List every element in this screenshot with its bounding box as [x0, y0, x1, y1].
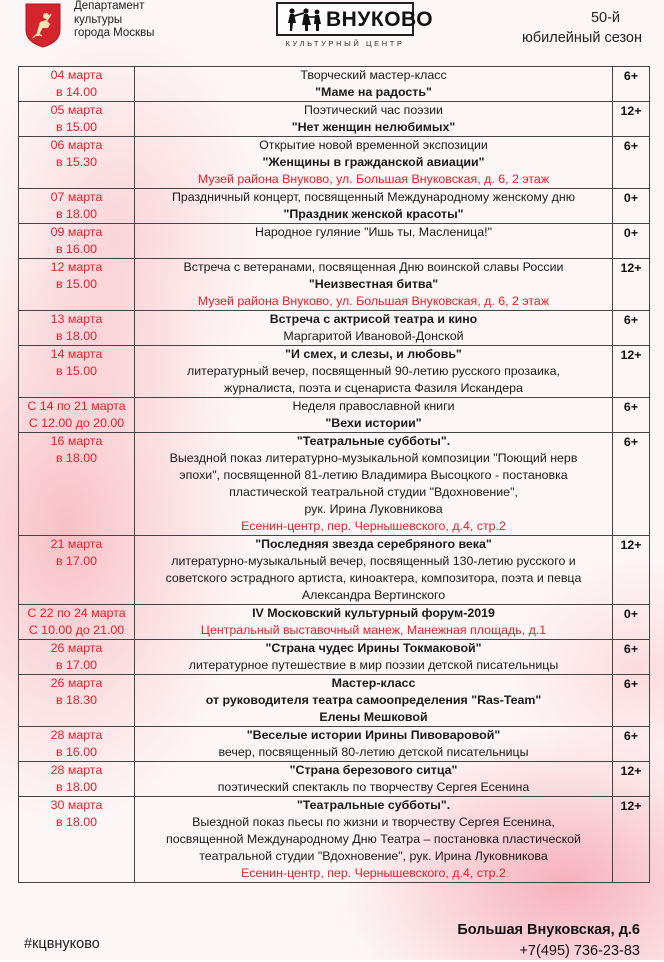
event-time: в 17.00 [55, 554, 98, 568]
event-row [19, 797, 650, 883]
event-date [19, 727, 135, 762]
event-date [19, 346, 135, 398]
event-row [19, 675, 650, 727]
event-text: Праздничный концерт, посвященный Международному женскому дню [171, 190, 576, 204]
event-date [19, 137, 135, 189]
age-rating: 0+ [613, 189, 650, 224]
event-text: театральной студии "Вдохновение", рук. Ирина Луковникова [199, 849, 548, 863]
event-title: "Женщины в гражданской авиации" [262, 155, 485, 169]
age-rating: 6+ [613, 398, 650, 433]
event-time: в 15.30 [55, 155, 98, 169]
hashtag: #кцвнуково [24, 936, 100, 952]
logo-subtitle: КУЛЬТУРНЫЙ ЦЕНТР [285, 39, 405, 48]
event-venue: Есенин-центр, пер. Чернышевского, д.4, стр.2 [241, 866, 506, 880]
event-text: литературное путешествие в мир поэзии детской писательницы [188, 658, 559, 672]
logo-title: ВНУКОВО [326, 8, 434, 31]
age-rating: 6+ [613, 311, 650, 346]
contact-block [457, 920, 640, 962]
event-title: "Праздник женской красоты" [283, 207, 464, 221]
event-description [135, 311, 613, 346]
event-date [19, 605, 135, 640]
event-text: посвященной Международному Дню Театра – постановка пластической [166, 832, 581, 846]
moscow-coat-of-arms-icon [24, 2, 62, 48]
event-text: эпохи", посвященной 81-летию Владимира Высоцкого - постановка [179, 468, 568, 482]
event-text: Александра Вертинского [301, 588, 446, 602]
event-text: литературный вечер, посвященный 90-летию русского прозаика, [187, 364, 560, 378]
event-row [19, 224, 650, 259]
event-text: пластической театральной студии "Вдохновение", [229, 485, 518, 499]
events-schedule-table [18, 66, 650, 883]
event-title: Мастер-класс [331, 676, 416, 690]
age-rating: 6+ [613, 433, 650, 536]
event-row [19, 727, 650, 762]
event-title: "Нет женщин нелюбимых" [291, 120, 456, 134]
event-time: в 15.00 [55, 120, 98, 134]
event-date [19, 398, 135, 433]
event-date [19, 797, 135, 883]
event-title: "И смех, и слезы, и любовь" [285, 347, 462, 361]
event-day: 14 марта [50, 347, 103, 361]
event-time: в 17.00 [55, 658, 98, 672]
event-title: IV Московский культурный форум-2019 [252, 606, 495, 620]
event-text: вечер, посвященный 80-летию детской писательницы [218, 745, 529, 759]
age-rating: 6+ [613, 137, 650, 189]
event-time: в 18.30 [55, 693, 98, 707]
event-time: С 12.00 до 20.00 [28, 416, 125, 430]
event-description [135, 675, 613, 727]
event-title: от руководителя театра самоопределения "Ras-Team" [205, 693, 542, 707]
event-title: "Маме на радость" [315, 85, 432, 99]
event-row [19, 102, 650, 137]
event-venue: Есенин-центр, пер. Чернышевского, д.4, стр.2 [241, 519, 506, 533]
event-title: "Театральные субботы". [296, 434, 451, 448]
event-description [135, 67, 613, 102]
department-name: Департамент культуры города Москвы [74, 0, 155, 39]
event-day: 07 марта [50, 190, 103, 204]
event-description [135, 536, 613, 605]
event-time: в 16.00 [55, 745, 98, 759]
event-date [19, 189, 135, 224]
event-time: в 18.00 [55, 451, 98, 465]
event-day: С 22 по 24 марта [27, 606, 126, 620]
event-text: Неделя православной книги [292, 399, 455, 413]
event-description [135, 189, 613, 224]
event-day: 26 марта [50, 676, 103, 690]
event-date [19, 224, 135, 259]
event-row [19, 433, 650, 536]
event-description [135, 797, 613, 883]
event-title: Елены Мешковой [319, 710, 428, 724]
event-text: рук. Ирина Луковникова [304, 502, 443, 516]
event-text: Открытие новой временной экспозиции [259, 138, 488, 152]
age-rating: 12+ [613, 346, 650, 398]
event-row [19, 259, 650, 311]
event-text: Народное гуляние "Ишь ты, Масленица!" [255, 225, 492, 239]
age-rating: 6+ [613, 640, 650, 675]
event-day: 09 марта [50, 225, 103, 239]
event-time: в 18.00 [55, 207, 98, 221]
event-row [19, 605, 650, 640]
age-rating: 6+ [613, 67, 650, 102]
event-time: в 16.00 [55, 242, 98, 256]
event-day: 06 марта [50, 138, 103, 152]
age-rating: 6+ [613, 727, 650, 762]
phone: +7(495) 736-23-83 [519, 943, 640, 959]
event-row [19, 536, 650, 605]
vnukovo-logo [276, 2, 434, 50]
event-time: в 15.00 [55, 364, 98, 378]
event-description [135, 433, 613, 536]
event-text: советского эстрадного артиста, киноактера, композитора, поэта и певца [165, 571, 582, 585]
event-description [135, 224, 613, 259]
event-date [19, 259, 135, 311]
dancers-logo-icon [284, 7, 324, 33]
event-description [135, 605, 613, 640]
event-day: 26 марта [50, 641, 103, 655]
address: Большая Внуковская, д.6 [457, 922, 640, 938]
event-title: "Неизвестная битва" [308, 277, 439, 291]
event-row [19, 762, 650, 797]
event-text: Выездной показ литературно-музыкальной композиции "Поющий нерв [169, 451, 578, 465]
event-text: поэтический спектакль по творчеству Сергея Есенина [217, 780, 530, 794]
event-row [19, 640, 650, 675]
event-day: 21 марта [50, 537, 103, 551]
event-title: "Веселые истории Ирины Пивоваровой" [246, 728, 501, 742]
event-time: в 18.00 [55, 329, 98, 343]
event-row [19, 346, 650, 398]
event-date [19, 102, 135, 137]
event-day: 30 марта [50, 798, 103, 812]
event-title: "Страна чудес Ирины Токмаковой" [265, 641, 482, 655]
event-description [135, 102, 613, 137]
event-title: "Страна березового ситца" [289, 763, 458, 777]
event-description [135, 346, 613, 398]
event-date [19, 311, 135, 346]
event-description [135, 762, 613, 797]
event-day: 13 марта [50, 312, 103, 326]
page-header [0, 0, 664, 64]
event-description [135, 259, 613, 311]
event-day: 12 марта [50, 260, 103, 274]
event-date [19, 67, 135, 102]
event-date [19, 762, 135, 797]
event-day: 05 марта [50, 103, 103, 117]
event-description [135, 137, 613, 189]
event-text: Творческий мастер-класс [300, 68, 447, 82]
event-text: Поэтический час поэзии [304, 103, 443, 117]
event-text: Маргаритой Ивановой-Донской [283, 329, 464, 343]
age-rating: 12+ [613, 797, 650, 883]
event-date [19, 675, 135, 727]
event-text: Встреча с ветеранами, посвященная Дню воинской славы России [183, 260, 564, 274]
event-title: Встреча с актрисой театра и кино [269, 312, 478, 326]
event-day: 28 марта [50, 728, 103, 742]
age-rating: 12+ [613, 762, 650, 797]
season-label: 50-й юбилейный сезон [521, 10, 642, 46]
event-text: журналиста, поэта и сценариста Фазиля Искандера [224, 381, 523, 395]
event-day: 28 марта [50, 763, 103, 777]
age-rating: 0+ [613, 224, 650, 259]
event-time: в 14.00 [55, 85, 98, 99]
event-title: "Последняя звезда серебряного века" [255, 537, 492, 551]
event-time: в 15.00 [55, 277, 98, 291]
event-row [19, 67, 650, 102]
event-description [135, 640, 613, 675]
event-row [19, 398, 650, 433]
event-time: С 10.00 до 21.00 [28, 623, 125, 637]
event-text: Выездной показ пьесы по жизни и творчеству Сергея Есенина, [192, 815, 555, 829]
event-date [19, 433, 135, 536]
event-description [135, 727, 613, 762]
event-title: "Театральные субботы". [296, 798, 451, 812]
event-text: литературно-музыкальный вечер, посвященный 130-летию русского и [171, 554, 576, 568]
event-row [19, 311, 650, 346]
event-day: 16 марта [50, 434, 103, 448]
event-row [19, 189, 650, 224]
event-venue: Центральный выставочный манеж, Манежная площадь, д.1 [200, 623, 547, 637]
event-day: С 14 по 21 марта [27, 399, 126, 413]
event-venue: Музей района Внуково, ул. Большая Внуковская, д. 6, 2 этаж [197, 172, 550, 186]
age-rating: 12+ [613, 259, 650, 311]
age-rating: 12+ [613, 102, 650, 137]
age-rating: 6+ [613, 675, 650, 727]
event-row [19, 137, 650, 189]
event-time: в 18.00 [55, 815, 98, 829]
event-date [19, 536, 135, 605]
event-venue: Музей района Внуково, ул. Большая Внуковская, д. 6, 2 этаж [197, 294, 550, 308]
event-title: "Вехи истории" [325, 416, 422, 430]
age-rating: 12+ [613, 536, 650, 605]
event-time: в 18.00 [55, 780, 98, 794]
event-date [19, 640, 135, 675]
event-description [135, 398, 613, 433]
age-rating: 0+ [613, 605, 650, 640]
event-day: 04 марта [50, 68, 103, 82]
